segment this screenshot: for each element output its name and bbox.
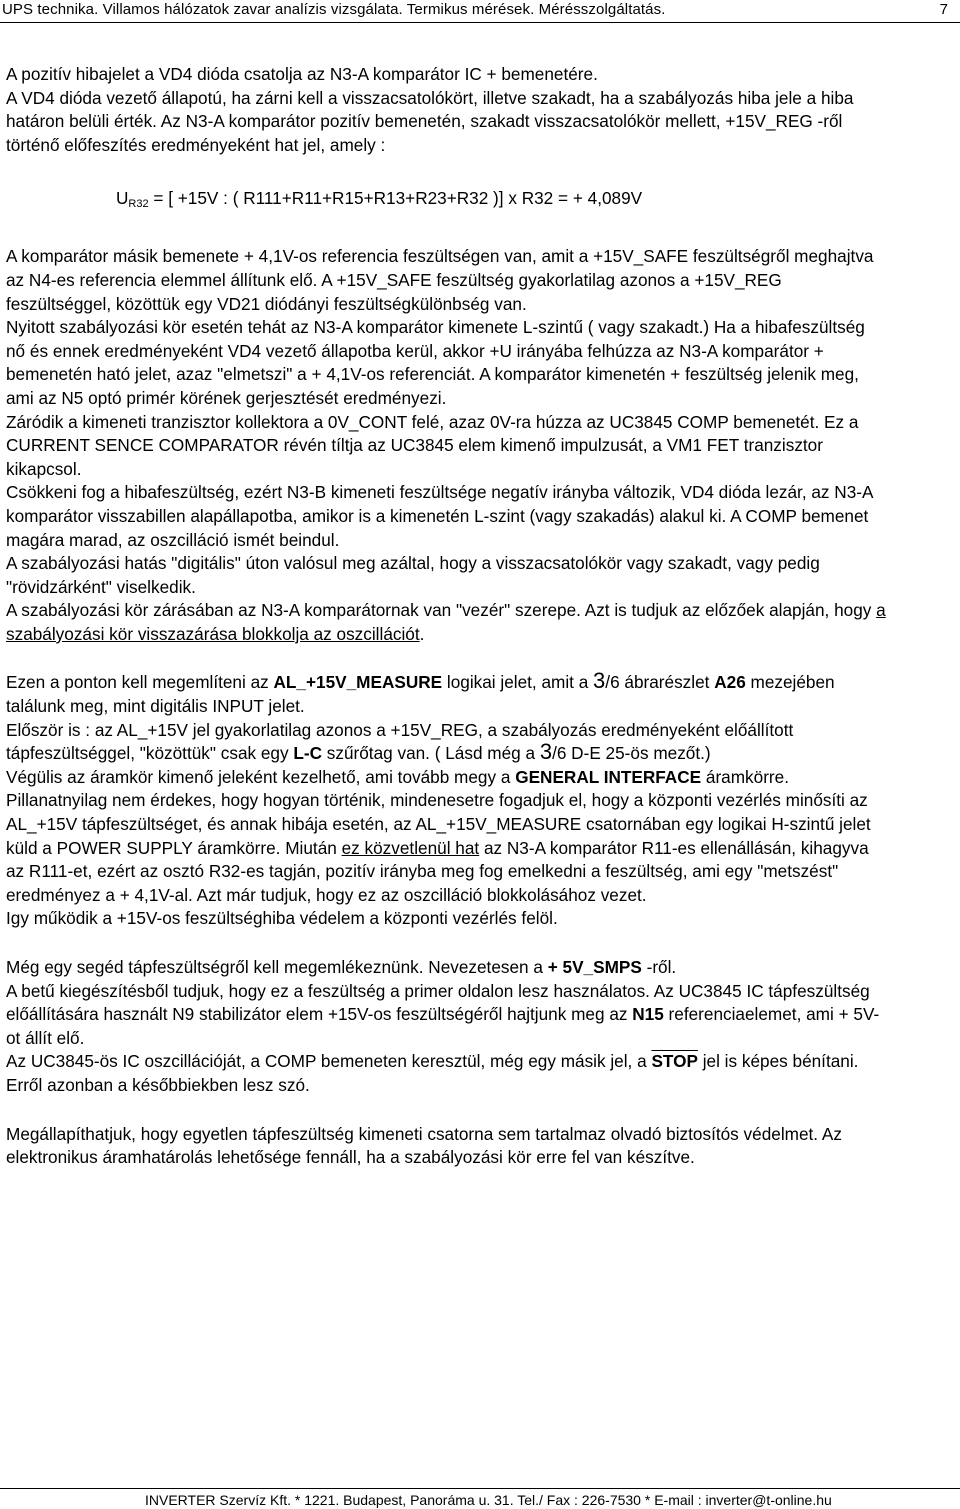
paragraph-10-e: /6 D-E 25-ös mezőt.)	[552, 743, 711, 764]
footer-contact: INVERTER Szervíz Kft. * 1221. Budapest, Panoráma u. 31. Tel./ Fax : 226-7530 * E-mail : inverter@t-online.hu	[145, 1492, 832, 1508]
paragraph-9-a: Ezen a ponton kell megemlíteni az	[6, 672, 274, 693]
stop-signal-label: STOP	[651, 1051, 698, 1072]
page-footer	[0, 1488, 960, 1509]
paragraph-16-c: jel is képes bénítani. Erről azonban a későbbiekben lesz szó.	[6, 1051, 859, 1095]
paragraph-8	[6, 599, 886, 646]
paragraph-8-underlined: a szabályozási kör visszazárása blokkolja az oszcillációt	[6, 600, 886, 644]
general-interface-label: GENERAL INTERFACE	[515, 766, 702, 787]
paragraph-11-c: áramkörre.	[701, 766, 789, 787]
paragraph-1: A pozitív hibajelet a VD4 dióda csatolja az N3-A komparátor IC + bemenetére.	[6, 64, 598, 84]
paragraph-2: A VD4 dióda vezető állapotú, ha zárni kell a visszacsatolókört, illetve szakadt, ha a szabályozás hiba jele a hiba határon belüli érték. Az N3-A komparátor pozitív bemenetén, szakadt visszacsatolókör mellett, +15V_REG -ről történő előfeszítés eredményeként hat jel, amely :	[6, 87, 854, 155]
paragraph-10-a: Először is : az AL_+15V jel gyakorlatilag azonos a +15V_REG, a szabályozás eredményeként előállított tápfeszültséggel, "közöttük" csak egy	[6, 719, 794, 764]
page-header	[0, 0, 960, 23]
formula-ur32	[116, 186, 886, 216]
paragraph-12-a: Pillanatnyilag nem érdekes, hogy hogyan történik, mindenesetre fogadjuk el, hogy a központi vezérlés minősíti az AL_+15V tápfeszültséget, és annak hibája esetén, az AL_+15V_MEASURE csatornában egy logikai H-szintű jelet küld a POWER SUPPLY áramkörre. Miután	[6, 790, 871, 858]
formula-subscript: R32	[128, 198, 149, 211]
paragraph-3: A komparátor másik bemenete + 4,1V-os referencia feszültségen van, amit a +15V_SAFE feszültségről meghajtva az N4-es referencia elemmel állítunk elő. A +15V_SAFE feszültség gyakorlatilag azonos a +15V_REG feszültséggel, közöttük egy VD21 diódányi feszültségkülönbség van.	[6, 246, 874, 314]
paragraph-4: Nyitott szabályozási kör esetén tehát az N3-A komparátor kimenete L-szintű ( vagy szakadt.) Ha a hibafeszültség nő és ennek eredményeként VD4 vezető állapotba kerül, akkor +U irányába felhúzza az N3-A komparátor + bemenetén ható jelet, azaz "elmetszi" a + 4,1V-os referenciát. A komparátor kimenetén + feszültség jelenik meg, ami az N5 optó primér körének gerjesztését eredményezi.	[6, 317, 865, 408]
signal-5v-smps: + 5V_SMPS	[547, 957, 642, 977]
paragraph-16-a: Az UC3845-ös IC oszcillációját, a COMP bemeneten keresztül, még egy másik jel, a	[6, 1051, 652, 1072]
paragraph-12-underlined: ez közvetlenül hat	[341, 837, 480, 858]
figure-ref-3b: 3	[539, 739, 553, 765]
signal-al-15v-measure: AL_+15V_MEASURE	[273, 672, 443, 693]
paragraph-14	[6, 956, 886, 980]
paragraph-11-a: Végülis az áramkör kimenő jeleként kezelhető, ami tovább megy a	[6, 766, 516, 787]
paragraph-9-g: mezejében találunk meg, mint digitális INPUT jelet.	[6, 672, 835, 717]
page-number: 7	[939, 1, 948, 18]
document-body	[6, 63, 886, 1170]
paragraph-17: Megállapíthatjuk, hogy egyetlen tápfeszültség kimeneti csatorna sem tartalmaz olvadó biztosítós védelmet. Az elektronikus áramhatárolás lehetősége fennáll, ha a szabályozási kör erre fel van készítve.	[6, 1123, 842, 1168]
n15-label: N15	[632, 1004, 664, 1025]
paragraph-12	[6, 789, 886, 907]
paragraph-9	[6, 668, 886, 718]
figure-ref-3: 3	[593, 668, 606, 694]
paragraph-8-text: A szabályozási kör zárásában az N3-A komparátornak van "vezér" szerepe. Azt is tudjuk az előzőek alapján, hogy	[6, 600, 877, 621]
paragraph-9-c: logikai jelet, amit a	[442, 672, 594, 693]
paragraph-6: Csökkeni fog a hibafeszültség, ezért N3-B kimeneti feszültsége negatív irányba változik, VD4 dióda lezár, az N3-A komparátor visszabillen alapállapotba, amikor is a kimenetén L-szint (vagy szakadás) alakul ki. A COMP bemenet magára marad, az oszcilláció ismét beindul.	[6, 482, 873, 550]
paragraph-9-e: /6 ábrarészlet	[605, 672, 715, 693]
header-title: UPS technika. Villamos hálózatok zavar analízis vizsgálata. Termikus mérések. Mérésszolgáltatás.	[2, 1, 666, 18]
paragraph-10	[6, 719, 886, 766]
paragraph-5: Záródik a kimeneti tranzisztor kollektora a 0V_CONT felé, azaz 0V-ra húzza az UC3845 COMP bemenetét. Ez a CURRENT SENCE COMPARATOR révén tíltja az UC3845 elem kimenő impulzusát, a VM1 FET tranzisztor kikapcsol.	[6, 411, 859, 479]
paragraph-16	[6, 1050, 886, 1097]
paragraph-15-a: A betű kiegészítésből tudjuk, hogy ez a feszültség a primer oldalon lesz használatos. Az UC3845 IC tápfeszültség előállítására használt N9 stabilizátor elem +15V-os feszültségéről hajtjunk meg az	[6, 980, 870, 1025]
paragraph-12-b: az N3-A komparátor R11-es ellenállásán, kihagyva az R111-et, ezért az osztó R32-es tagján, pozitív irányba meg fog emelkedni a feszültség, ami egy "metszést" eredményez a + 4,1V-al. Azt már tudjuk, hogy ez az oszcilláció blokkolásához vezet.	[6, 837, 869, 905]
lc-filter-label: L-C	[293, 743, 322, 764]
paragraph-13: Igy működik a +15V-os feszültséghiba védelem a központi vezérlés felöl.	[6, 908, 558, 929]
formula-expression: = [ +15V : ( R111+R11+R15+R13+R23+R32 )] x R32 = + 4,089V	[148, 188, 643, 209]
paragraph-11	[6, 766, 886, 790]
paragraph-7: A szabályozási hatás "digitális" úton valósul meg azáltal, hogy a visszacsatolókör vagy szakadt, vagy pedig "rövidzárként" viselkedik.	[6, 553, 820, 597]
field-a26: A26	[714, 672, 746, 693]
paragraph-15-c: referenciaelemet, ami + 5V-ot állít elő.	[6, 1004, 880, 1048]
formula-symbol: U	[116, 188, 129, 209]
paragraph-8-end: .	[419, 623, 425, 644]
paragraph-14-a: Még egy segéd tápfeszültségről kell megemlékeznünk. Nevezetesen a	[6, 957, 548, 977]
paragraph-15	[6, 980, 886, 1051]
paragraph-14-c: -ről.	[641, 957, 677, 977]
paragraph-10-c: szűrőtag van. ( Lásd még a	[322, 743, 540, 764]
